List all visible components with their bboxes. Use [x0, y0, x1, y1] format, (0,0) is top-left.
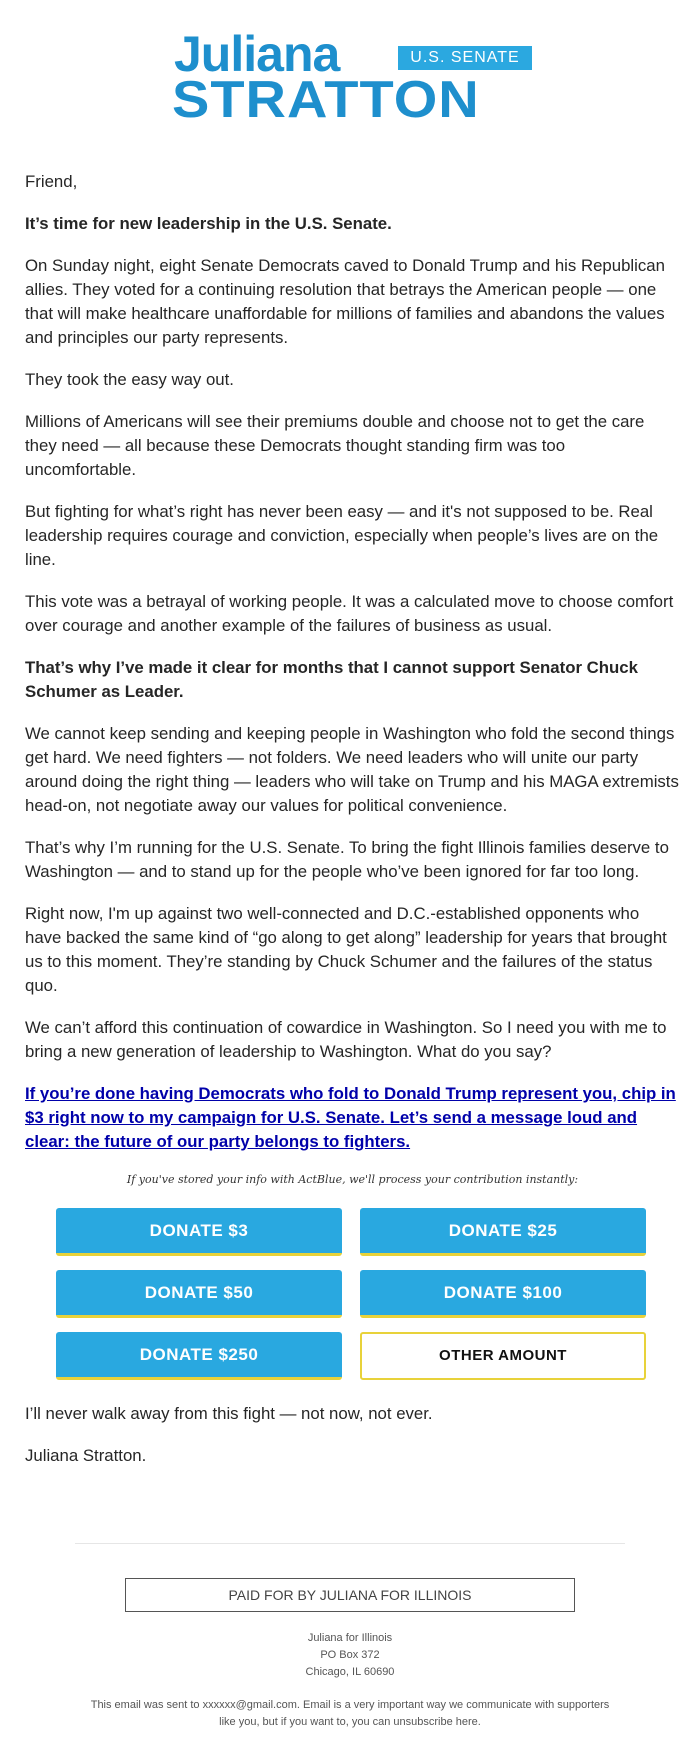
donate-25-button[interactable]: DONATE $25	[360, 1208, 646, 1256]
campaign-logo	[170, 28, 530, 128]
paragraph-5: This vote was a betrayal of working people. It was a calculated move to choose comfort over courage and another example of the failures of business as usual.	[25, 592, 674, 635]
logo-last-name: STRATTON	[172, 70, 480, 129]
paragraph-4: But fighting for what’s right has never been easy — and it's not supposed to be. Real leadership requires courage and conviction, especially when people’s lives are on the line.	[25, 502, 659, 569]
sent-suffix: .	[477, 1716, 481, 1728]
paragraph-7: We cannot keep sending and keeping people in Washington who fold the second things get hard. We need fighters — not folders. We need leaders who will unite our party around doing the right thing — leaders who will take on Trump and his MAGA extremists head-on, not negotiate away our values for political convenience.	[25, 724, 679, 815]
sent-middle: . Email is a very important way we communicate with supporters like you, but if you want to, you can	[219, 1699, 610, 1728]
signature: Juliana Stratton.	[25, 1446, 147, 1465]
paragraph-9: Right now, I'm up against two well-connected and D.C.-established opponents who have backed the same kind of “go along to get along” leadership for years that brought us to this moment. They’re standing by Chuck Schumer and the failures of the status quo.	[25, 904, 667, 995]
logo-first-name: Juliana	[174, 26, 340, 82]
donate-250-button[interactable]: DONATE $250	[56, 1332, 342, 1380]
logo-senate-badge: U.S. SENATE	[398, 46, 532, 70]
paragraph-6-bold: That’s why I’ve made it clear for months that I cannot support Senator Chuck Schumer as Leader.	[25, 658, 638, 701]
other-amount-button[interactable]: OTHER AMOUNT	[360, 1332, 646, 1380]
paragraph-10: We can’t afford this continuation of cowardice in Washington. So I need you with me to bring a new generation of leadership to Washington. What do you say?	[25, 1018, 667, 1061]
address-name: Juliana for Illinois	[307, 1632, 393, 1644]
paragraph-2: They took the easy way out.	[25, 370, 234, 389]
paragraph-1: On Sunday night, eight Senate Democrats caved to Donald Trump and his Republican allies. They voted for a continuing resolution that betrays the American people — one that will make healthcare unaffordable for millions of families and abandons the values and principles our party represents.	[25, 256, 665, 347]
donate-100-button[interactable]: DONATE $100	[360, 1270, 646, 1318]
email-footer-notice	[90, 1697, 610, 1731]
address-city: Chicago, IL 60690	[305, 1666, 395, 1678]
unsubscribe-link[interactable]: unsubscribe here	[393, 1716, 478, 1728]
headline: It’s time for new leadership in the U.S. Senate.	[25, 214, 392, 233]
greeting: Friend,	[25, 172, 78, 191]
recipient-email-link[interactable]: xxxxxx@gmail.com	[202, 1699, 297, 1711]
closing-line: I’ll never walk away from this fight — not now, not ever.	[25, 1404, 433, 1423]
email-body	[25, 170, 680, 1486]
mailing-address	[0, 1630, 700, 1681]
paragraph-3: Millions of Americans will see their premiums double and choose not to get the care they need — all because these Democrats thought standing firm was too uncomfortable.	[25, 412, 645, 479]
actblue-note: If you've stored your info with ActBlue, we'll process your contribution instantly:	[126, 1173, 579, 1186]
footer-divider	[75, 1543, 625, 1544]
paid-for-disclaimer: PAID FOR BY JULIANA FOR ILLINOIS	[125, 1578, 575, 1612]
sent-prefix: This email was sent to	[90, 1699, 203, 1711]
donate-50-button[interactable]: DONATE $50	[56, 1270, 342, 1318]
donate-cta-link[interactable]: If you’re done having Democrats who fold to Donald Trump represent you, chip in $3 right now to my campaign for U.S. Senate. Let’s send a message loud and clear: the future of our party belongs to fighters.	[25, 1084, 676, 1151]
paragraph-8: That’s why I’m running for the U.S. Senate. To bring the fight Illinois families deserve to Washington — and to stand up for the people who’ve been ignored for far too long.	[25, 838, 669, 881]
donate-3-button[interactable]: DONATE $3	[56, 1208, 342, 1256]
address-po-box: PO Box 372	[320, 1649, 380, 1661]
donate-button-grid	[56, 1208, 646, 1380]
